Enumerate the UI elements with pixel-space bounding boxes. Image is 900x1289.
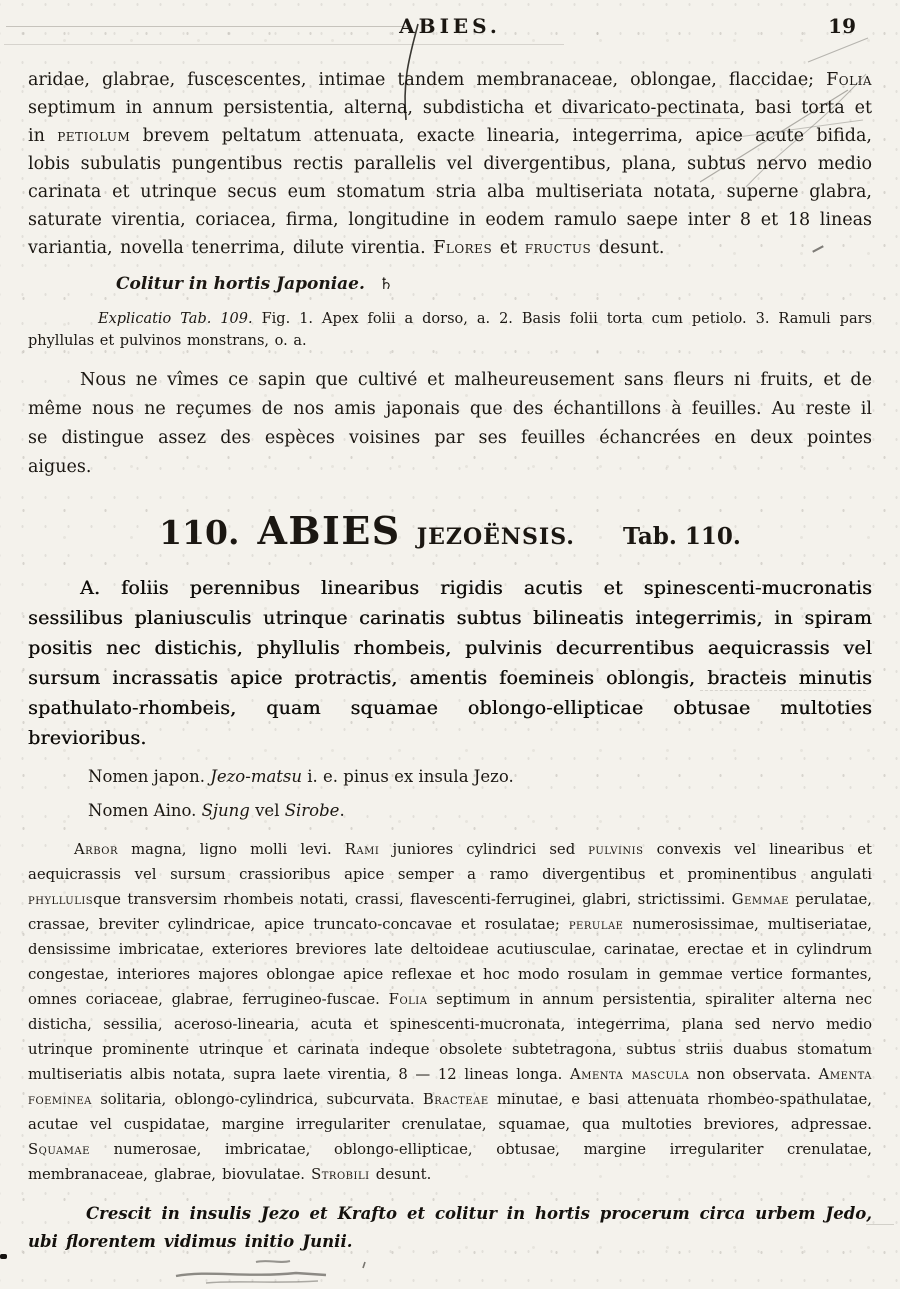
- distribution-note: Crescit in insulis Jezo et Krafto et colitur in hortis procerum circa urbem Jedo, ubi florentem vidimus initio Junii.: [28, 1204, 872, 1251]
- habitat-text: Colitur in hortis Japoniae.: [116, 274, 365, 294]
- ink-blot: [0, 1254, 7, 1259]
- running-title: ABIES.: [399, 14, 501, 38]
- saturn-symbol: ♄: [378, 274, 394, 293]
- species-genus: ABIES: [257, 508, 401, 553]
- species-heading: [28, 508, 872, 553]
- explicatio-note: Explicatio Tab. 109. Fig. 1. Apex folii a dorso, a. 2. Basis folii torta cum petiolo. 3. Ramuli pars phyllulas et pulvinos monstrans, o. a.: [28, 311, 872, 349]
- french-note: Nous ne vîmes ce sapin que cultivé et malheureusement sans fleurs ni fruits, et de même nous ne reçumes de nos amis japonais que des échantillons à feuilles. Au reste il se distingue assez des espèces voisines par ses feuilles échancrées en deux pointes aigues.: [28, 370, 872, 477]
- species-number: 110.: [159, 513, 240, 552]
- description-paragraph: Arbor magna, ligno molli levi. Rami juniores cylindrici sed pulvinis convexis vel linearibus et aequicrassis vel sursum crassioribus apice semper a ramo divergentibus et prominentibus angulati phyllulisque transversim rhombeis notati, crassi, flavescenti-ferruginei, glabri, strictissimi. Gemmae perulatae, crassae, breviter cylindricae, apice truncato-concavae et rosulatae; perulae numerosissimae, multiseriatae, densissime imbricatae, exteriores breviores late deltoideae acutiusculae, carinatae, erectae et in cylindrum congestae, interiores majores oblongae apice reflexae et hoc modo rosulam in gemmae vertice formantes, omnes coriaceae, glabrae, ferrugineo-fuscae. Folia septimum in annum persistentia, spiraliter alterna nec disticha, sessilia, aceroso-linearia, acuta et spinescenti-mucronata, integerrima, plana sed nervo medio utrinque prominente utrinque et carinata indeque obsolete subtetragona, subtus striis duabus stomatum multiseriatis albis notata, supra laete virentia, 8 — 12 lineas longa. Amenta mascula non observata. Amenta foeminea solitaria, oblongo-cylindrica, subcurvata. Bracteae minutae, e basi attenuata rhombeo-spathulatae, acutae vel cuspidatae, margine irregulariter crenulatae, squamae, qua multoties breviores, adpressae. Squamae numerosae, imbricatae, oblongo-ellipticae, obtusae, margine irregulariter crenulatae, membranaceae, glabrae, biovulatae. Strobili desunt.: [28, 841, 872, 1183]
- habitat-line: [28, 272, 872, 296]
- paragraph-continuation: aridae, glabrae, fuscescentes, intimae tandem membranaceae, oblongae, flaccidae; Folia septimum in annum persistentia, alterna, subdisticha et divaricato-pectinata, basi torta et in petiolum brevem peltatum attenuata, exacte linearia, integerrima, apice acute bifida, lobis subulatis pungentibus rectis parallelis vel divergentibus, plana, subtus nervo medio carinata et utrinque secus eum stomatum stria alba multiseriata notata, superne glabra, saturate virentia, coriacea, firma, longitudine in eodem ramulo saepe inter 8 et 18 lineas variantia, novella tenerrima, dilute virentia. Flores et fructus desunt.: [28, 70, 872, 258]
- name-aino: Nomen Aino. Sjung vel Sirobe.: [88, 801, 345, 820]
- page-number: 19: [828, 14, 856, 38]
- page-header: [28, 0, 872, 44]
- page-body: [28, 66, 872, 1256]
- plate-reference: Tab. 110.: [622, 523, 741, 550]
- pencil-smudge: [168, 1256, 378, 1286]
- diagnosis-paragraph: A. foliis perennibus linearibus rigidis acutis et spinescenti-mucronatis sessilibus planiusculis utrinque carinatis subtus bilineatis integerrimis, in spiram positis nec distichis, phyllulis rhombeis, pulvinis decurrentibus aequicrassis vel sursum incrassatis apice protractis, amentis foemineis oblongis, bracteis minutis spathulato-rhombeis, quam squamae oblongo-ellipticae obtusae multoties brevioribus.: [28, 577, 872, 749]
- bleed-line: [4, 44, 564, 45]
- name-japanese: Nomen japon. Jezo-matsu i. e. pinus ex insula Jezo.: [88, 767, 514, 786]
- species-epithet: JEZOËNSIS.: [416, 524, 575, 550]
